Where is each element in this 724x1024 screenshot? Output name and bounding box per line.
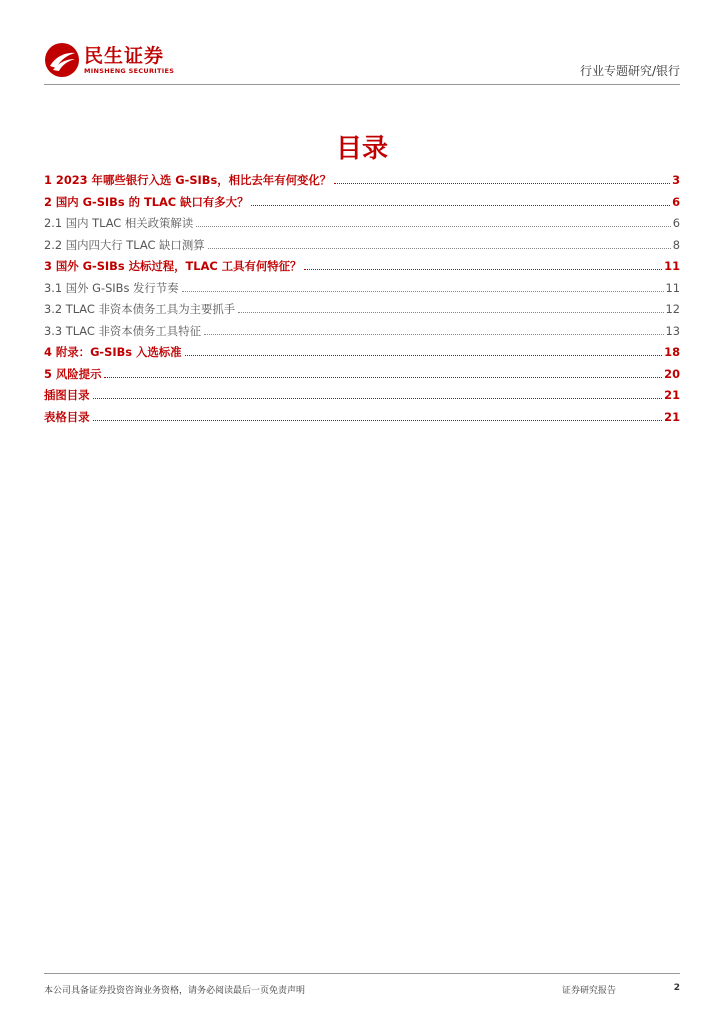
- page-number: 2: [673, 983, 680, 993]
- toc-entry-title: 2.2 国内四大行 TLAC 缺口测算: [44, 237, 205, 252]
- toc-entry-title: 4 附录：G-SIBs 入选标准: [44, 345, 182, 359]
- toc-entry-title: 2 国内 G-SIBs 的 TLAC 缺口有多大？: [44, 194, 249, 209]
- toc-entry[interactable]: [44, 344, 680, 366]
- toc-entry-title: 表格目录: [44, 409, 90, 424]
- toc-entry[interactable]: [44, 194, 680, 216]
- toc-entry-page: 6: [672, 194, 680, 209]
- toc-entry[interactable]: [44, 323, 680, 345]
- toc-entry[interactable]: [44, 409, 680, 431]
- toc-entry[interactable]: [44, 172, 680, 194]
- toc-leader-dots: [182, 290, 664, 292]
- toc-entry-title: 插图目录: [44, 388, 90, 402]
- toc-entry[interactable]: [44, 280, 680, 302]
- footer-disclaimer: 本公司具备证券投资咨询业务资格，请务必阅读最后一页免责声明: [44, 986, 306, 996]
- toc-entry[interactable]: [44, 387, 680, 409]
- toc-entry-page: 12: [665, 302, 680, 316]
- toc-entry[interactable]: [44, 258, 680, 280]
- toc-entry-page: 21: [664, 409, 680, 424]
- toc-leader-dots: [334, 182, 670, 184]
- toc-entry-page: 8: [672, 237, 680, 252]
- page-title: 目录: [335, 134, 388, 164]
- toc-entry-page: 20: [664, 366, 680, 381]
- toc-entry-page: 21: [664, 388, 680, 402]
- toc-entry[interactable]: [44, 366, 680, 388]
- toc-entry-title: 5 风险提示: [44, 366, 102, 381]
- minsheng-logo-icon: [44, 42, 80, 78]
- page-header: [44, 42, 680, 84]
- logo-en-text: MINSHENG SECURITIES: [84, 67, 175, 75]
- toc-leader-dots: [304, 268, 662, 270]
- toc-entry-title: 3 国外 G-SIBs 达标过程，TLAC 工具有何特征？: [44, 259, 302, 273]
- footer-report-type: 证券研究报告: [562, 986, 617, 996]
- toc-entry-title: 3.2 TLAC 非资本债务工具为主要抓手: [44, 302, 236, 316]
- toc-leader-dots: [196, 225, 671, 227]
- toc-entry[interactable]: [44, 237, 680, 259]
- toc-entry-page: 11: [665, 280, 680, 295]
- toc-leader-dots: [104, 376, 662, 378]
- logo-cn-text: 民生证券: [84, 45, 165, 67]
- toc-leader-dots: [204, 333, 664, 335]
- toc-entry[interactable]: [44, 215, 680, 237]
- toc-entry-page: 18: [664, 345, 680, 359]
- company-logo: [44, 42, 174, 78]
- toc-leader-dots: [238, 311, 663, 313]
- table-of-contents: [44, 172, 680, 430]
- footer-divider: [44, 973, 680, 974]
- toc-leader-dots: [93, 397, 663, 399]
- toc-leader-dots: [251, 204, 670, 206]
- report-category: 行业专题研究/银行: [579, 64, 680, 78]
- header-divider: [44, 84, 680, 85]
- toc-entry-page: 13: [665, 323, 680, 338]
- toc-entry-page: 3: [672, 173, 680, 187]
- toc-entry-title: 3.1 国外 G-SIBs 发行节奏: [44, 280, 179, 295]
- toc-entry-page: 11: [664, 259, 680, 273]
- toc-entry-title: 2.1 国内 TLAC 相关政策解读: [44, 216, 194, 230]
- toc-leader-dots: [93, 419, 663, 421]
- toc-entry[interactable]: [44, 301, 680, 323]
- toc-entry-page: 6: [672, 216, 680, 230]
- toc-entry-title: 3.3 TLAC 非资本债务工具特征: [44, 323, 201, 338]
- toc-leader-dots: [208, 247, 671, 249]
- toc-entry-title: 1 2023 年哪些银行入选 G-SIBs，相比去年有何变化？: [44, 173, 332, 187]
- toc-leader-dots: [185, 354, 663, 356]
